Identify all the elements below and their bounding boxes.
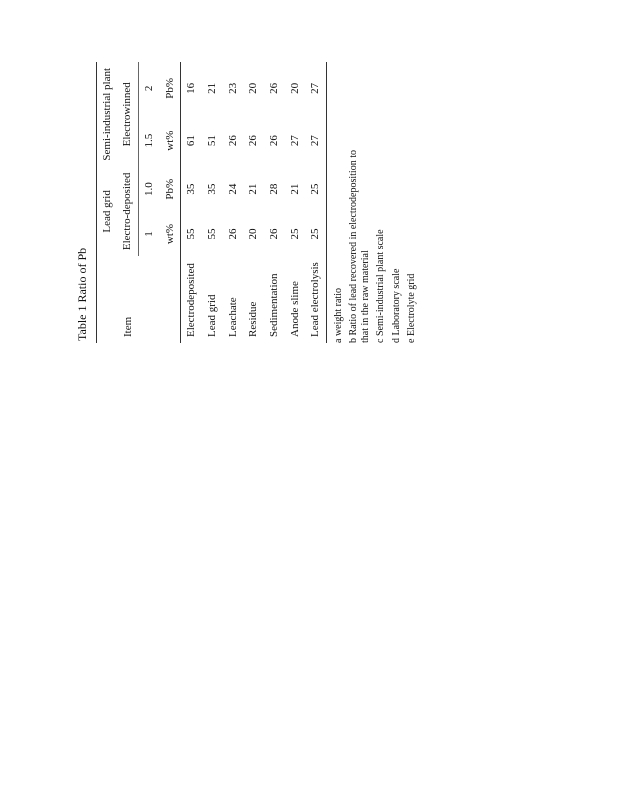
level-4: 2 [143,85,156,92]
table-cell: 26 [247,135,260,147]
table-cell: 26 [267,82,280,94]
unit-2: Pb% [163,178,176,200]
table-cell: 21 [247,183,260,195]
table-note: d Laboratory scale [390,268,402,343]
table-row [223,62,244,343]
table-cell: 24 [226,183,239,195]
unit-3: wt% [163,130,176,151]
table-cell: 51 [206,135,218,147]
table-note: a weight ratio [332,288,344,343]
table-cell: 25 [288,228,301,240]
data-table [96,62,327,343]
units-row-label [160,256,181,343]
table-cell: 20 [247,228,260,240]
table-cell: 21 [206,82,218,94]
table-row [243,62,264,343]
header-electrodeposited: Electro-deposited [121,172,134,251]
table-caption: Table 1 Ratio of Pb [75,247,89,341]
rotated-table [72,67,570,343]
table-cell: 35 [185,183,198,195]
header-electrowinned: Electrowinned [121,82,134,147]
table-row [285,62,306,343]
table-cell: 25 [309,228,322,240]
unit-1: wt% [163,223,176,245]
table-cell: 21 [288,183,301,195]
item-header: Item [121,316,134,337]
table-cell: 16 [185,82,198,94]
table-note: b Ratio of lead recovered in electrodeposition to that in the raw material [348,150,371,343]
table-cell: 35 [206,183,218,195]
row-label: Leachate [226,297,239,337]
table-cell: 26 [267,135,280,147]
table-cell: 20 [247,82,260,94]
table-row [181,62,202,343]
table-cell: 55 [185,228,198,240]
table-note: e Electrolyte grid [406,273,418,343]
row-label: Anode slime [288,281,301,337]
header-lead-grid: Lead grid [100,190,113,233]
table-cell: 55 [206,228,218,240]
table-row [202,62,223,343]
unit-4: Pb% [163,77,176,99]
table-cell: 27 [309,135,322,147]
table-cell: 61 [185,135,198,147]
level-1: 1 [143,231,156,237]
table-row [305,62,326,343]
row-label: Residue [247,301,260,337]
table-cell: 28 [267,183,280,195]
table-cell: 27 [309,82,322,94]
header-semi-industrial: Semi-industrial plant [100,67,113,161]
row-label: Electrodeposited [185,263,198,337]
table-cell: 26 [267,228,280,240]
table-cell: 26 [226,228,239,240]
table-note: c Semi-industrial plant scale [375,229,387,343]
table-cell: 25 [309,183,322,195]
table-cell: 23 [226,82,239,94]
row-label: Sedimentation [267,273,280,337]
level-3: 1.5 [143,133,156,148]
table-cell: 20 [288,82,301,94]
table-cell: 27 [288,135,301,147]
row-label: Lead grid [206,294,218,337]
table-row [264,62,285,343]
table-notes [327,147,420,343]
row-label: Lead electrolysis [309,262,322,337]
table-body [181,62,326,343]
table-cell: 26 [226,135,239,147]
level-2: 1.0 [143,182,156,197]
